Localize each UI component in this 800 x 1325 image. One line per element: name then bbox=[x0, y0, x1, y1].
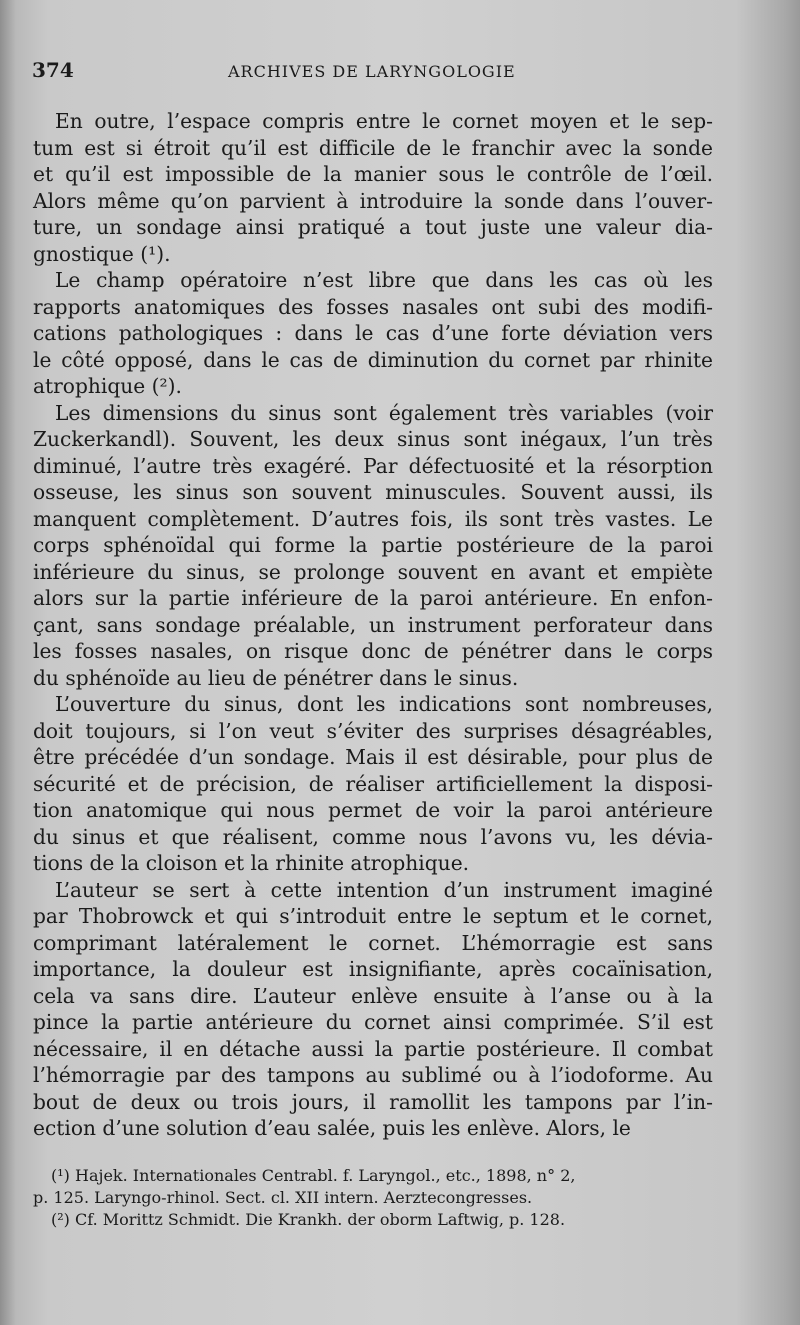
page-number: 374 bbox=[32, 58, 74, 82]
paragraph bbox=[33, 691, 713, 877]
footnote-line: (²) Cf. Morittz Schmidt. Die Krankh. der oborm Laftwig, p. 128. bbox=[51, 1210, 566, 1229]
paragraph bbox=[33, 108, 713, 267]
footnote-line: (¹) Hajek. Internationales Centrabl. f. Laryngol., etc., 1898, n° 2, bbox=[51, 1166, 576, 1185]
text-line: comprimant latéralement le cornet. L’hémorragie est sans bbox=[33, 930, 713, 955]
text-line: rapports anatomiques des fosses nasales ont subi des modifi- bbox=[33, 294, 713, 319]
text-line: ection d’une solution d’eau salée, puis les enlève. Alors, le bbox=[33, 1116, 631, 1140]
text-line: du sinus et que réalisent, comme nous l’avons vu, les dévia- bbox=[33, 824, 713, 849]
text-line: çant, sans sondage préalable, un instrument perforateur dans bbox=[33, 612, 713, 637]
text-line: cela va sans dire. L’auteur enlève ensuite à l’anse ou à la bbox=[33, 983, 713, 1008]
text-line: osseuse, les sinus son souvent minuscules. Souvent aussi, ils bbox=[33, 480, 713, 504]
text-line: sécurité et de précision, de réaliser artificiellement la disposi- bbox=[33, 771, 713, 796]
text-line: tion anatomique qui nous permet de voir la paroi antérieure bbox=[33, 798, 713, 822]
text-line: Le champ opératoire n’est libre que dans les cas où les bbox=[55, 268, 713, 292]
paragraph bbox=[33, 267, 713, 400]
running-head: ARCHIVES DE LARYNGOLOGIE bbox=[228, 62, 516, 81]
text-line: tum est si étroit qu’il est difficile de le franchir avec la sonde bbox=[33, 135, 713, 160]
text-line: importance, la douleur est insignifiante, après cocaïnisation, bbox=[33, 957, 713, 981]
text-line: l’hémorragie par des tampons au sublimé ou à l’iodoforme. Au bbox=[33, 1063, 713, 1087]
text-line: En outre, l’espace compris entre le cornet moyen et le sep- bbox=[55, 109, 713, 133]
text-line: gnostique (¹). bbox=[33, 241, 171, 266]
text-line: et qu’il est impossible de la manier sous le contrôle de l’œil. bbox=[33, 162, 713, 186]
footnote-line: p. 125. Laryngo-rhinol. Sect. cl. XII intern. Aerztecongresses. bbox=[33, 1188, 533, 1207]
page-header bbox=[32, 58, 532, 88]
footnote bbox=[33, 1165, 723, 1209]
text-line: cations pathologiques : dans le cas d’une forte déviation vers bbox=[33, 321, 713, 345]
text-line: ture, un sondage ainsi pratiqué a tout juste une valeur dia- bbox=[33, 215, 713, 239]
text-line: atrophique (²). bbox=[33, 374, 182, 398]
text-line: Zuckerkandl). Souvent, les deux sinus sont inégaux, l’un très bbox=[33, 427, 713, 451]
text-line: être précédée d’un sondage. Mais il est désirable, pour plus de bbox=[33, 745, 713, 769]
text-line: L’ouverture du sinus, dont les indications sont nombreuses, bbox=[55, 692, 713, 716]
text-line: le côté opposé, dans le cas de diminution du cornet par rhinite bbox=[33, 347, 713, 372]
text-line: pince la partie antérieure du cornet ainsi comprimée. S’il est bbox=[33, 1010, 713, 1034]
text-line: Les dimensions du sinus sont également très variables (voir bbox=[55, 400, 713, 425]
text-line: L’auteur se sert à cette intention d’un instrument imaginé bbox=[55, 877, 713, 902]
text-line: les fosses nasales, on risque donc de pénétrer dans le corps bbox=[33, 639, 713, 663]
paragraph bbox=[33, 400, 713, 692]
paragraph bbox=[33, 877, 713, 1142]
text-line: alors sur la partie inférieure de la paroi antérieure. En enfon- bbox=[33, 586, 713, 610]
text-line: inférieure du sinus, se prolonge souvent en avant et empiète bbox=[33, 559, 713, 584]
text-line: Alors même qu’on parvient à introduire la sonde dans l’ouver- bbox=[33, 188, 713, 213]
footnote bbox=[33, 1209, 723, 1231]
text-line: diminué, l’autre très exagéré. Par défectuosité et la résorption bbox=[33, 453, 713, 478]
text-line: bout de deux ou trois jours, il ramollit les tampons par l’in- bbox=[33, 1089, 713, 1114]
text-line: nécessaire, il en détache aussi la partie postérieure. Il combat bbox=[33, 1036, 713, 1061]
text-line: manquent complètement. D’autres fois, ils sont très vastes. Le bbox=[33, 506, 713, 531]
text-line: corps sphénoïdal qui forme la partie postérieure de la paroi bbox=[33, 533, 713, 557]
text-line: par Thobrowck et qui s’introduit entre le septum et le cornet, bbox=[33, 904, 713, 928]
text-line: tions de la cloison et la rhinite atrophique. bbox=[33, 851, 470, 875]
body-text bbox=[33, 108, 713, 1142]
text-line: du sphénoïde au lieu de pénétrer dans le sinus. bbox=[33, 665, 519, 690]
footnotes bbox=[33, 1165, 723, 1231]
text-line: doit toujours, si l’on veut s’éviter des surprises désagréables, bbox=[33, 718, 713, 743]
